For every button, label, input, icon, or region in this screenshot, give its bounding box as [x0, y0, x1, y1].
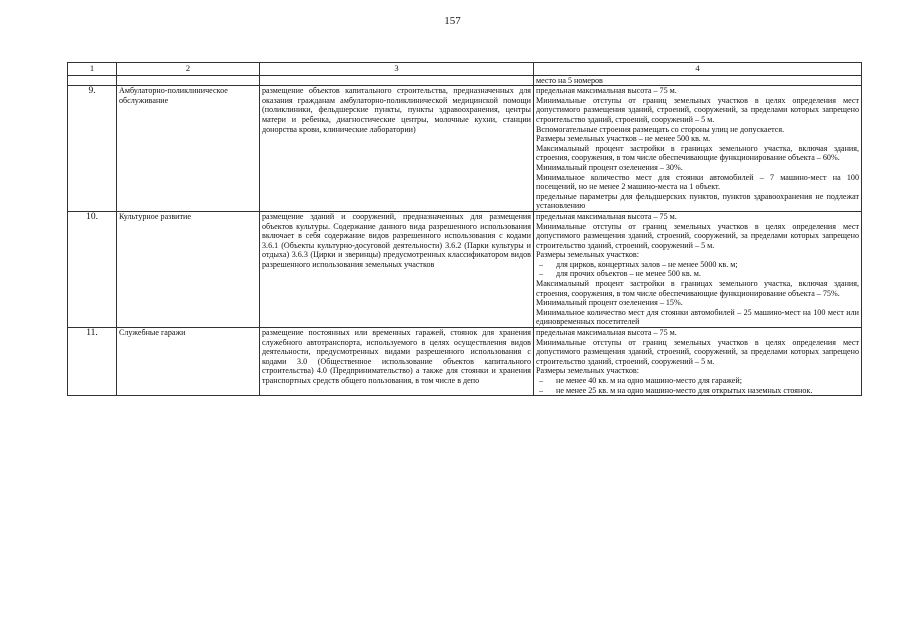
- param-line: Минимальные отступы от границ земельных участков в целях определения мест допустимого размещения зданий, строений, сооружений, за пределами которых запрещено строительство зданий, строений, сооружений – 5 м.: [536, 337, 859, 366]
- page-number: 157: [444, 15, 461, 27]
- param-line: Минимальный процент озеленения – 30%.: [536, 162, 683, 172]
- param-list-item: – для цирков, концертных залов – не менее 5000 кв. м;: [536, 260, 859, 270]
- continuation-row: [68, 75, 862, 86]
- header-col-2: 2: [117, 63, 260, 76]
- table-row: [68, 86, 862, 212]
- row-number: 9.: [68, 86, 117, 212]
- param-line: Минимальные отступы от границ земельных участков в целях определения мест допустимого размещения зданий, строений, сооружений, за пределами которых запрещено строительство зданий, строений, сооружений – 5 м.: [536, 221, 859, 250]
- param-line: Размеры земельных участков:: [536, 250, 639, 260]
- use-type-description: размещение зданий и сооружений, предназначенных для размещения объектов культуры. Содержание данного вида разрешенного использования включает в себя содержание видов разрешенного использования с кодами 3.6.1 (Объекты культурно-досуговой деятельности) 3.6.2 (Парки культуры и отдыха) 3.6.3 (Цирки и зверинцы) предусмотренных классификатором видов разрешенного использования земельных участков: [260, 211, 534, 327]
- use-type-name: Служебные гаражи: [117, 328, 260, 396]
- use-type-name: Культурное развитие: [117, 211, 260, 327]
- param-list-item: – не менее 25 кв. м на одно машино-место для открытых наземных стоянок.: [536, 386, 859, 396]
- param-list-item: – для прочих объектов – не менее 500 кв. м.: [536, 269, 859, 279]
- table-row: [68, 328, 862, 396]
- param-list: [536, 260, 859, 279]
- param-line: Максимальный процент застройки в границах земельного участка, включая здания, строения, сооружения, в том числе обеспечивающие функционирование объекта – 75%.: [536, 279, 859, 298]
- row-number: 11.: [68, 328, 117, 396]
- use-type-parameters: [534, 328, 862, 396]
- table-header-row: [68, 63, 862, 76]
- table-row: [68, 211, 862, 327]
- continuation-text: место на 5 номеров: [534, 75, 862, 86]
- use-type-name: Амбулаторно-поликлиническое обслуживание: [117, 86, 260, 212]
- param-line: предельная максимальная высота – 75 м.: [536, 211, 677, 221]
- param-list-item: – не менее 40 кв. м на одно машино-место для гаражей;: [536, 376, 859, 386]
- use-type-description: размещение объектов капитального строительства, предназначенных для оказания гражданам амбулаторно-поликлинической медицинской помощи (поликлиники, фельдшерские пункты, пункты здравоохранения, центры матери и ребенка, диагностические центры, молочные кухни, станции донорства крови, клинические лаборатории): [260, 86, 534, 212]
- header-col-4: 4: [534, 63, 862, 76]
- param-line: Размеры земельных участков – не менее 500 кв. м.: [536, 134, 711, 144]
- param-line: предельная максимальная высота – 75 м.: [536, 86, 677, 96]
- param-line: Минимальный процент озеленения – 15%.: [536, 298, 683, 308]
- param-line: Максимальный процент застройки в границах земельного участка, включая здания, строения, сооружения, в том числе обеспечивающие функционирование объекта – 60%.: [536, 143, 859, 163]
- row-number: 10.: [68, 211, 117, 327]
- param-line: Минимальные отступы от границ земельных участков в целях определения мест допустимого размещения зданий, строений, сооружений, за пределами которых запрещено строительство зданий, строений, сооружений – 5 м.: [536, 95, 859, 124]
- header-col-1: 1: [68, 63, 117, 76]
- param-line: предельные параметры для фельдшерских пунктов, пунктов здравоохранения не подлежат установлению: [536, 191, 859, 211]
- param-list: [536, 376, 859, 395]
- land-use-table: [67, 62, 862, 396]
- param-line: Минимальное количество мест для стоянки автомобилей – 25 машино-мест на 100 мест или единовременных посетителей: [536, 307, 859, 327]
- param-line: Вспомогательные строения размещать со стороны улиц не допускается.: [536, 124, 785, 134]
- use-type-description: размещение постоянных или временных гаражей, стоянок для хранения служебного автотранспорта, используемого в целях осуществления видов деятельности, предусмотренных видами разрешенного использования с кодами 3.0 (Общественное использование объектов капитального строительства) 4.0 (Предпринимательство) а также для стоянки и хранения транспортных средств общего пользования, в том числе в депо: [260, 328, 534, 396]
- use-type-parameters: [534, 211, 862, 327]
- use-type-parameters: [534, 86, 862, 212]
- header-col-3: 3: [260, 63, 534, 76]
- param-line: предельная максимальная высота – 75 м.: [536, 328, 677, 338]
- param-line: Минимальное количество мест для стоянки автомобилей – 7 машино-мест на 100 посещений, но не менее 2 машино-места на 1 объект.: [536, 172, 859, 192]
- param-line: Размеры земельных участков:: [536, 366, 639, 376]
